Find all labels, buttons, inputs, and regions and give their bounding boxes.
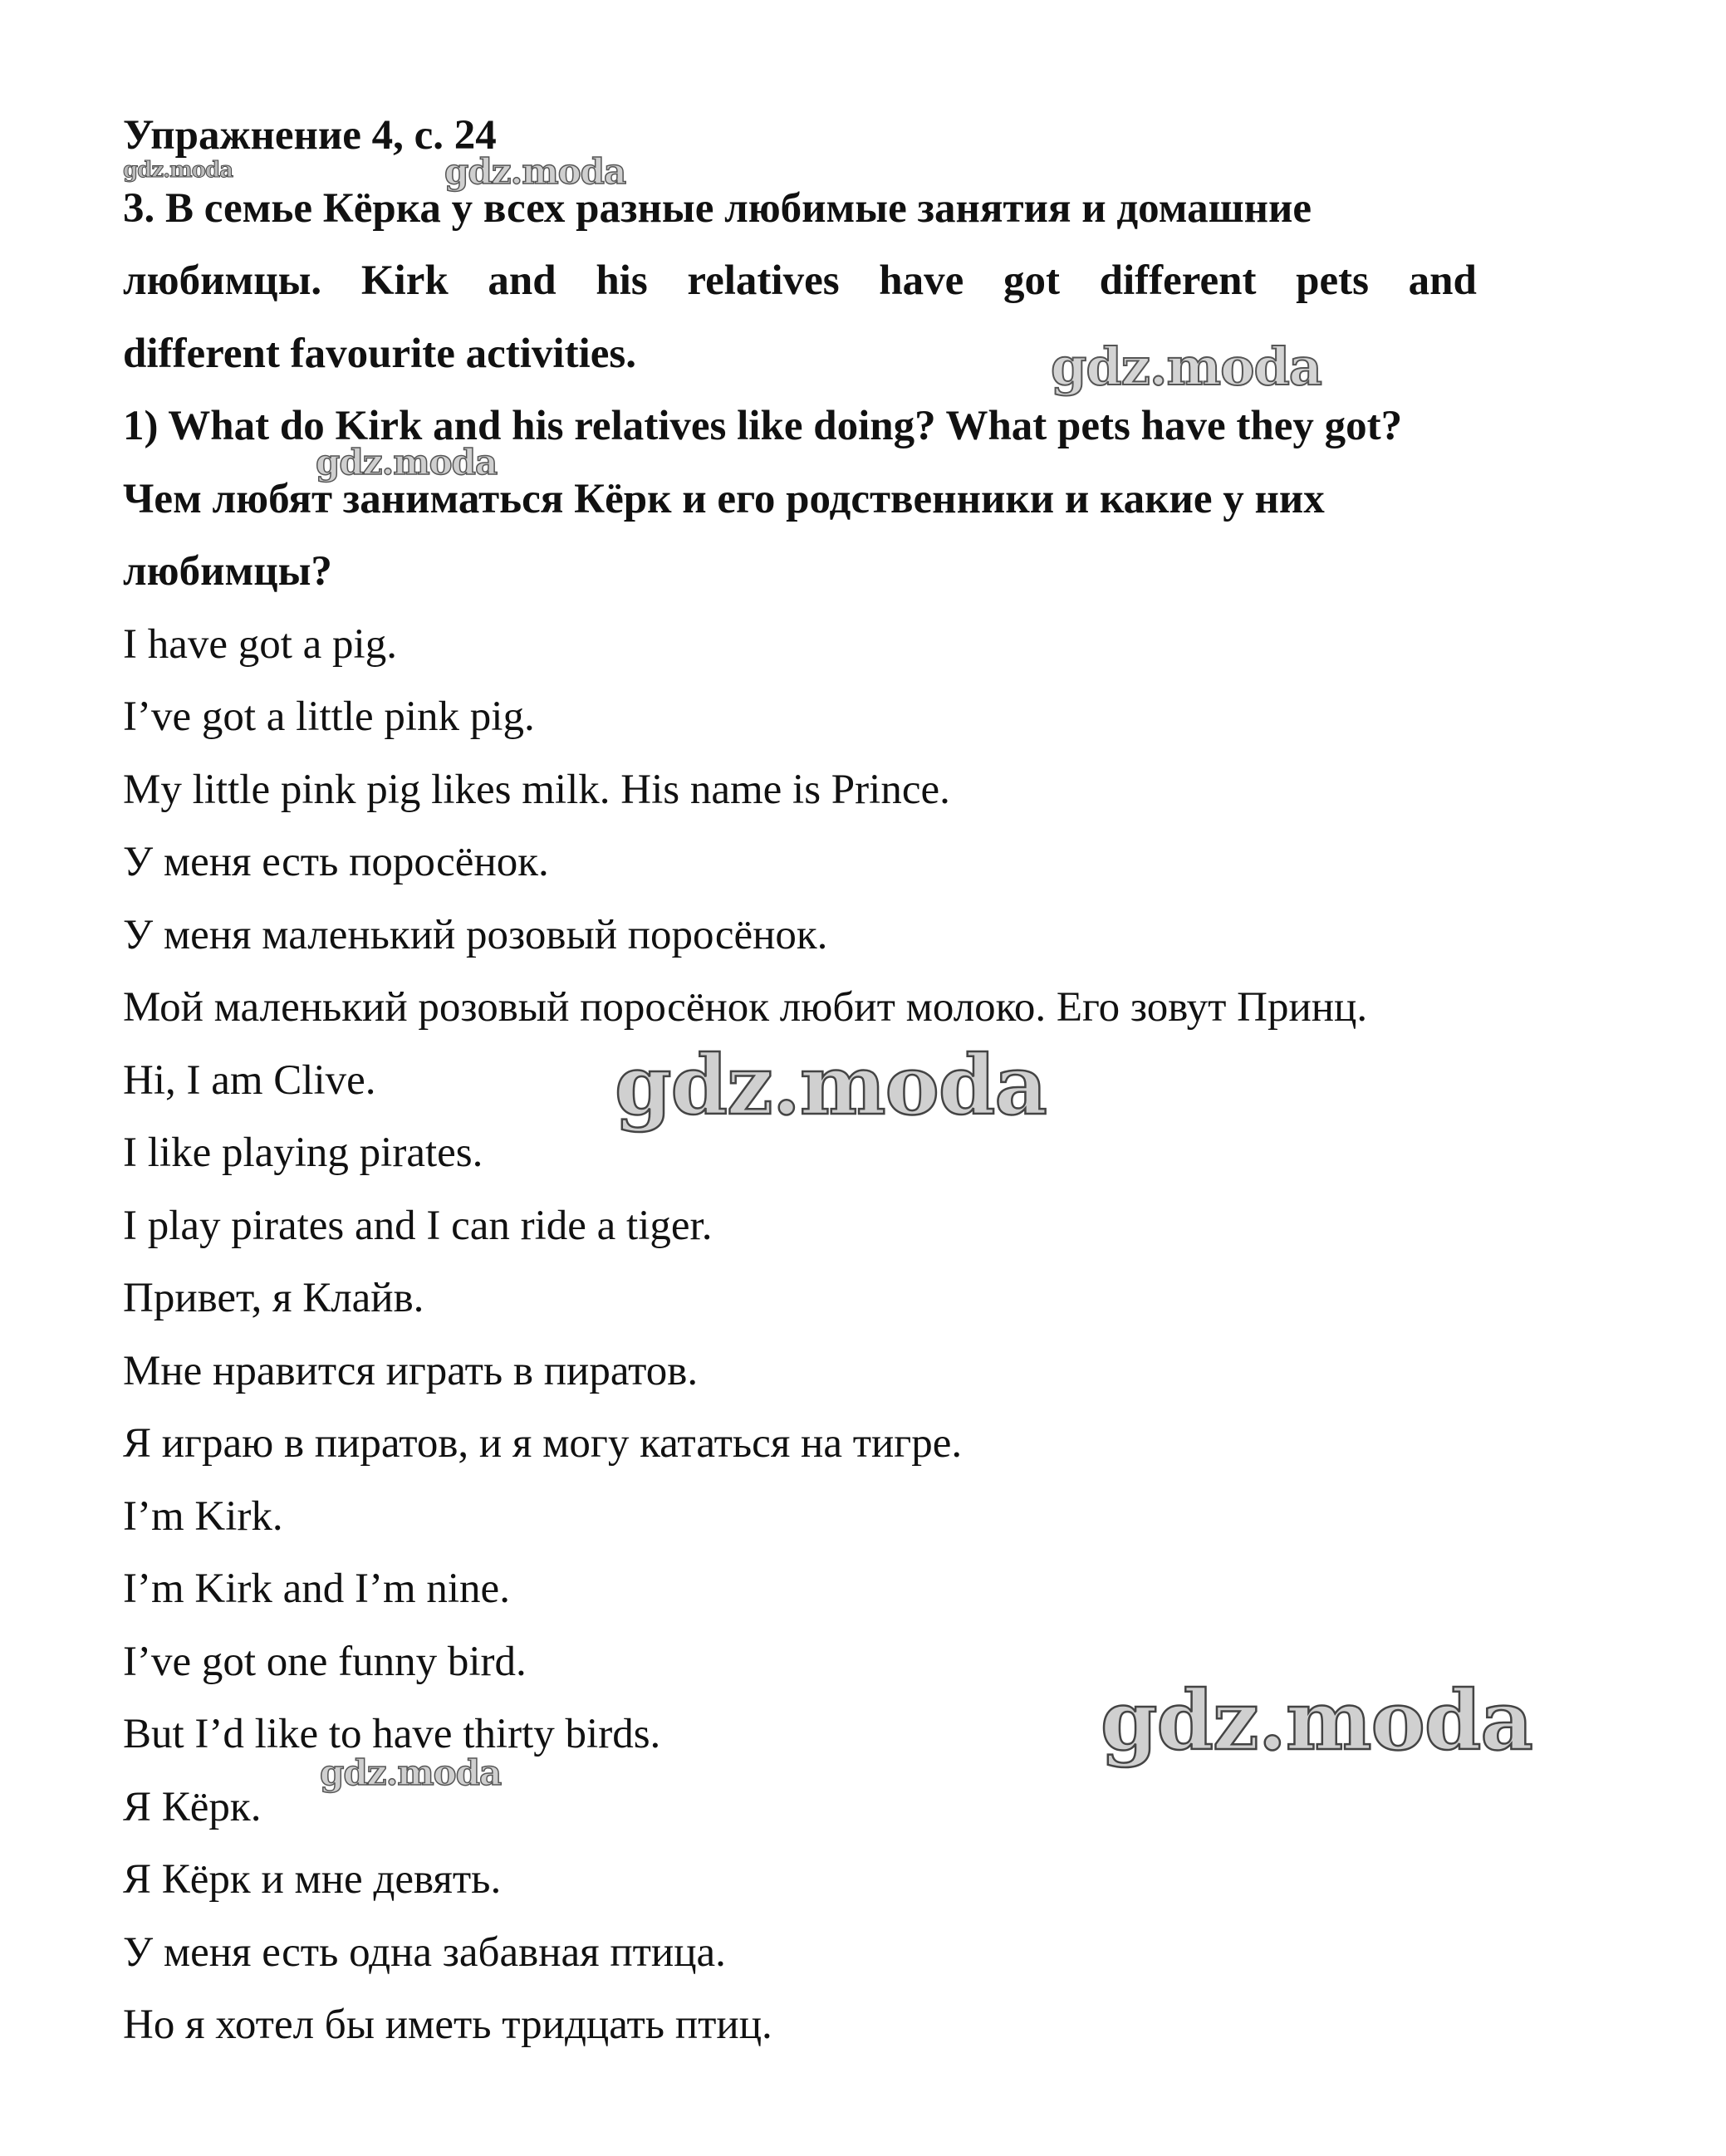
watermark: gdz.moda: [123, 158, 233, 183]
answer-line: I like playing pirates.: [123, 1129, 483, 1176]
intro-word: pets: [1296, 257, 1369, 304]
intro-word: different: [1099, 257, 1257, 304]
watermark: gdz.moda: [316, 442, 498, 483]
answer-line: I have got a pig.: [123, 620, 397, 668]
answer-line: I’ve got a little pink pig.: [123, 693, 535, 740]
document-page: [123, 100, 1618, 2062]
watermark: gdz.moda: [320, 1752, 502, 1793]
answer-line: У меня маленький розовый поросёнок.: [123, 911, 828, 958]
answer-line: Но я хотел бы иметь тридцать птиц.: [123, 2002, 772, 2048]
answer-line: I play pirates and I can ride a tiger.: [123, 1202, 713, 1249]
answer-line: Hi, I am Clive.: [123, 1056, 376, 1104]
intro-word: and: [488, 257, 557, 304]
answer-line: I’m Kirk and I’m nine.: [123, 1566, 510, 1612]
question-english: 1) What do Kirk and his relatives like doing? What pets have they got?: [123, 403, 1403, 449]
answer-line: My little pink pig likes milk. His name is Prince.: [123, 766, 950, 813]
answer-line: But I’d like to have thirty birds.: [123, 1711, 661, 1757]
question-russian-line-2: любимцы?: [123, 548, 332, 595]
watermark: gdz.moda: [1051, 336, 1321, 397]
intro-word: Kirk: [360, 257, 449, 304]
watermark: gdz.moda: [1101, 1673, 1532, 1769]
answer-line: У меня есть поросёнок.: [123, 839, 549, 885]
intro-word: have: [879, 257, 964, 304]
intro-word: любимцы.: [123, 257, 322, 304]
answer-line: У меня есть одна забавная птица.: [123, 1928, 726, 1976]
intro-word: his: [596, 257, 648, 304]
task-intro-line-2: [123, 245, 1477, 318]
task-intro-line-1: 3. В семье Кёрка у всех разные любимые занятия и домашние: [123, 184, 1312, 232]
answer-line: Мне нравится играть в пиратов.: [123, 1347, 699, 1394]
watermark: gdz.moda: [615, 1038, 1047, 1134]
watermark: gdz.moda: [444, 151, 626, 192]
exercise-title: Упражнение 4, с. 24: [123, 112, 497, 159]
answer-line: Я играю в пиратов, и я могу кататься на тигре.: [123, 1420, 963, 1467]
intro-word: relatives: [687, 257, 840, 304]
question-russian-line-1: Чем любят заниматься Кёрк и его родственники и какие у них: [123, 475, 1325, 522]
intro-word: got: [1003, 257, 1060, 304]
answer-line: Мой маленький розовый поросёнок любит молоко. Его зовут Принц.: [123, 984, 1368, 1031]
answer-line: I’ve got one funny bird.: [123, 1638, 527, 1685]
answer-line: Я Кёрк.: [123, 1783, 262, 1830]
answer-line: I’m Kirk.: [123, 1492, 283, 1540]
intro-word: and: [1408, 257, 1477, 304]
answer-list: [123, 609, 1618, 2062]
answer-line: Привет, я Клайв.: [123, 1275, 424, 1321]
task-intro-line-3: different favourite activities.: [123, 330, 636, 377]
answer-line: Я Кёрк и мне девять.: [123, 1856, 502, 1903]
